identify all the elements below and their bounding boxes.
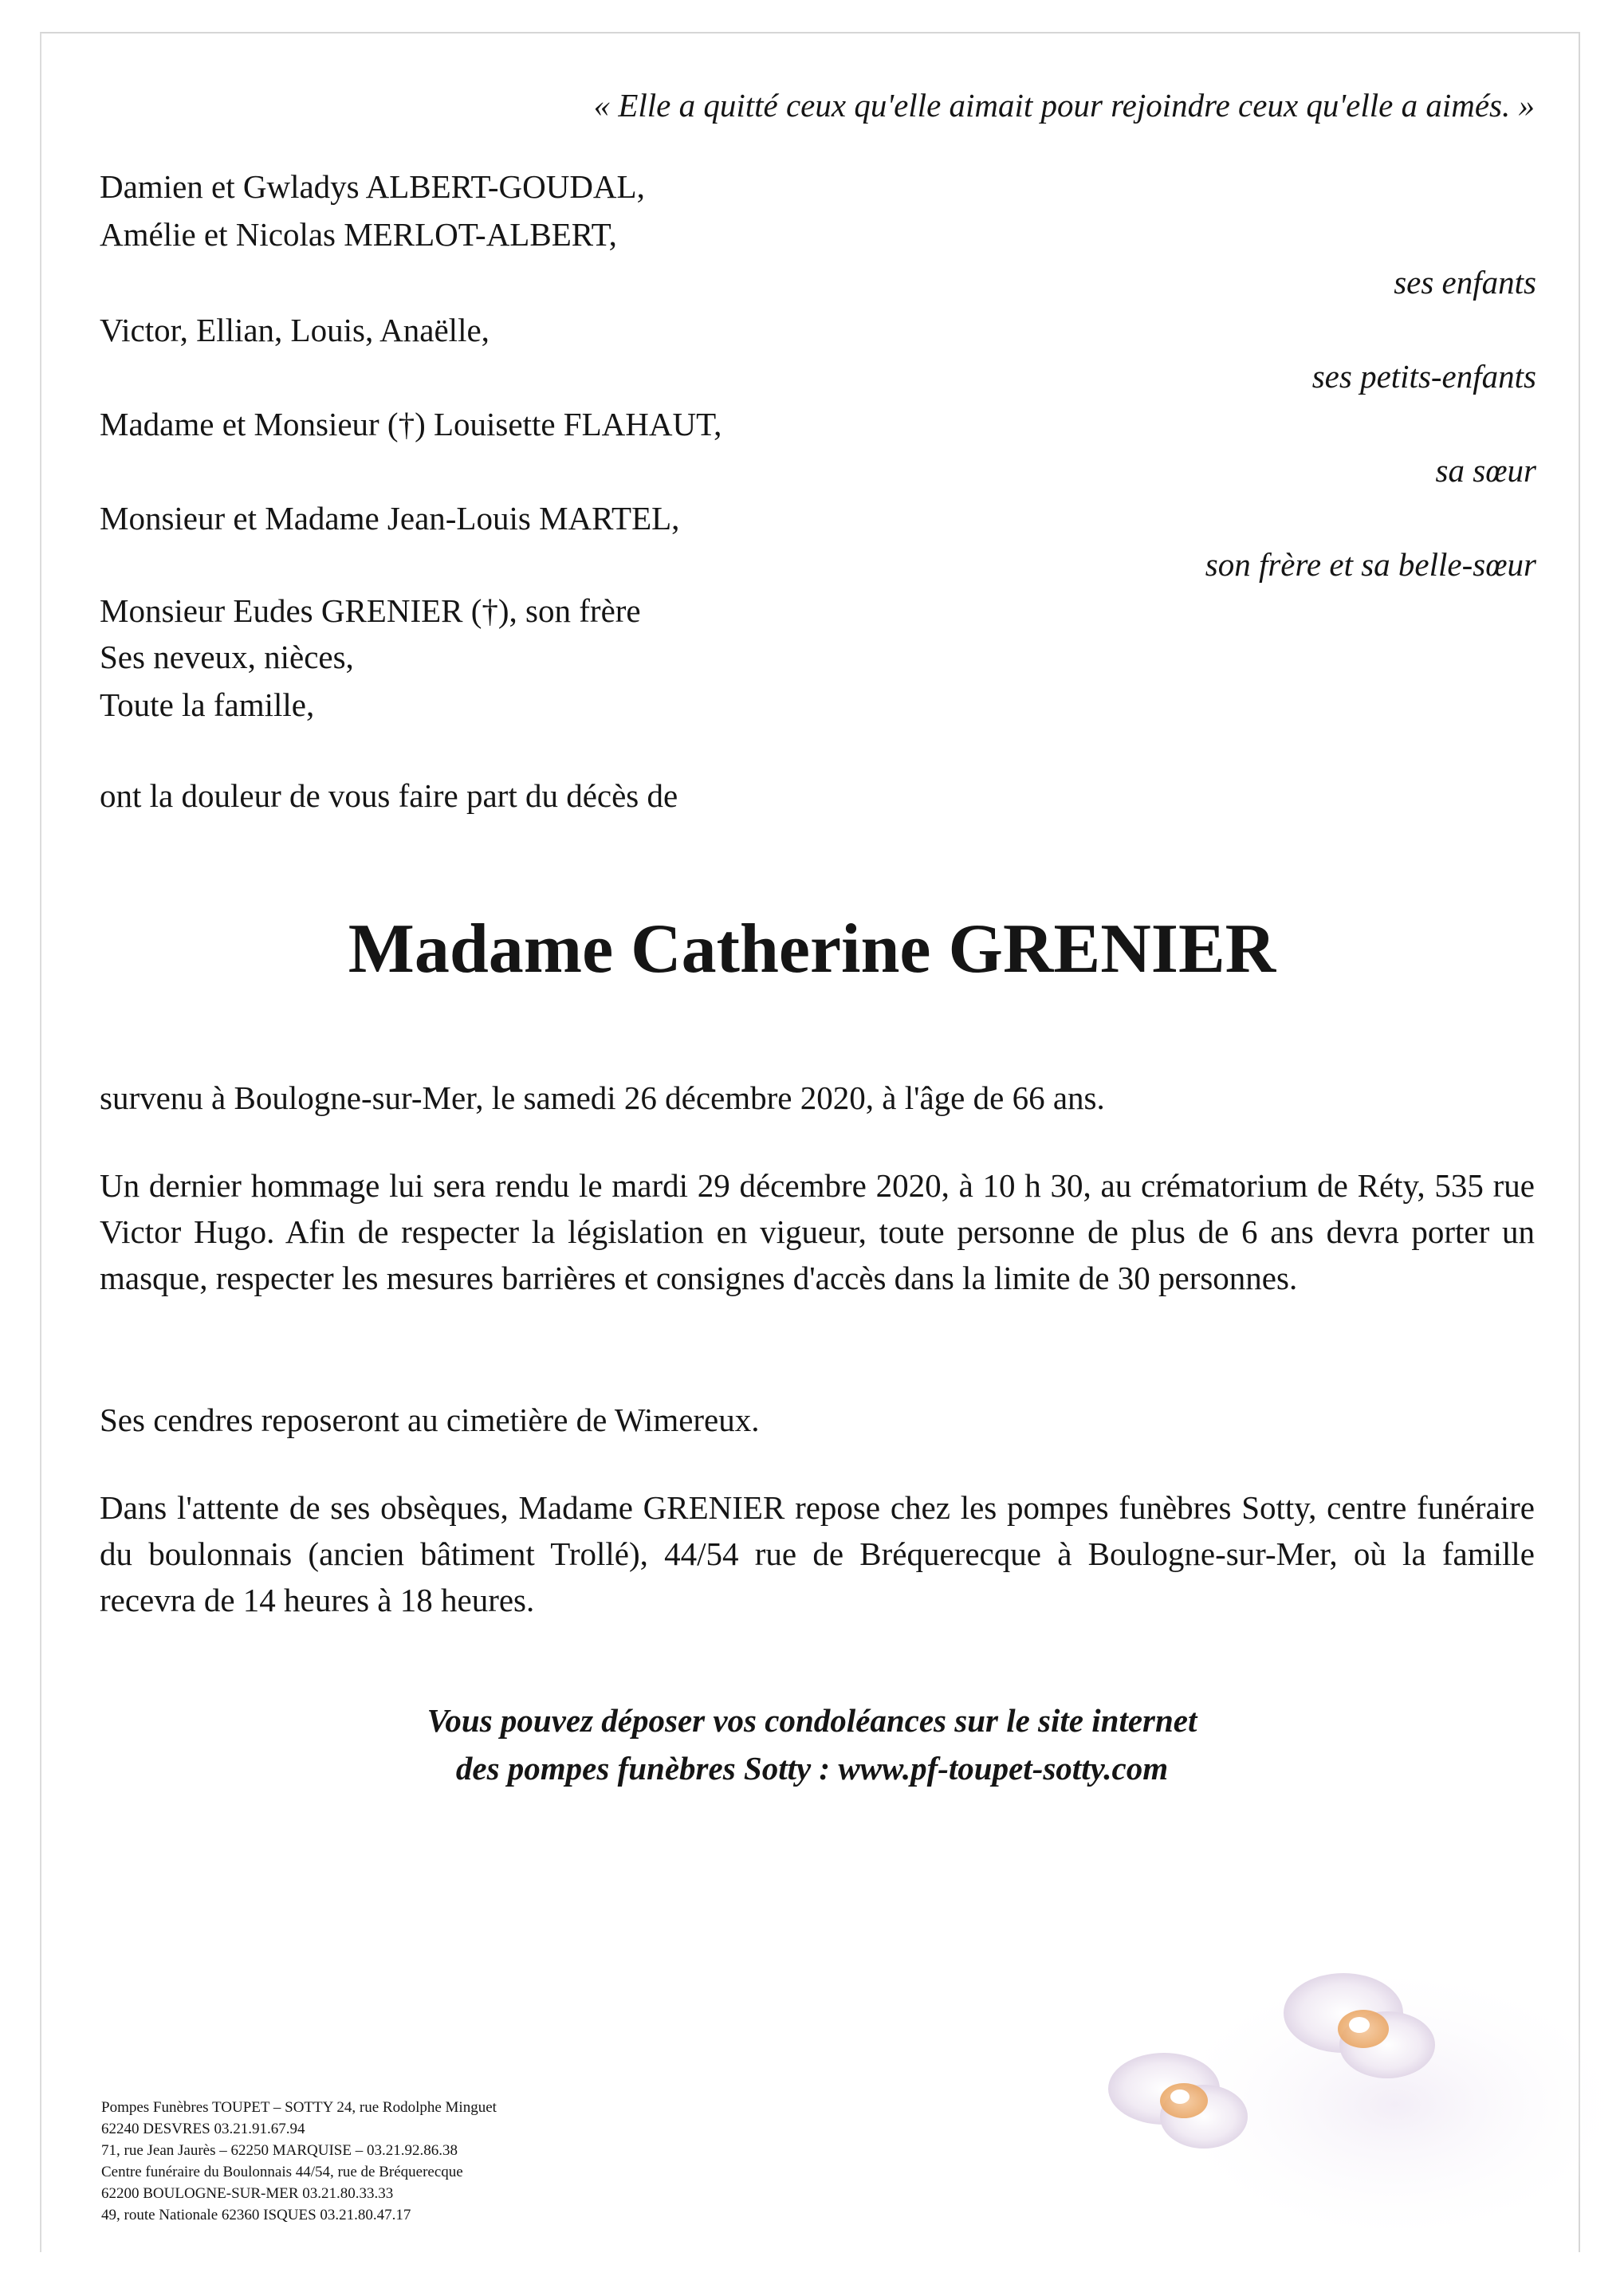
footer-line: Centre funéraire du Boulonnais 44/54, rue de Bréquerecque [101,2164,463,2180]
death-details: survenu à Boulogne-sur-Mer, le samedi 26 décembre 2020, à l'âge de 66 ans. [100,1079,1105,1116]
footer-line: 71, rue Jean Jaurès – 62250 MARQUISE – 03.21.92.86.38 [101,2142,458,2159]
family-line: Monsieur Eudes GRENIER (†), son frère [100,592,641,629]
condolences-line: Vous pouvez déposer vos condoléances sur le site internet [427,1702,1197,1739]
announcement-text: ont la douleur de vous faire part du décès de [100,777,678,814]
footer-line: 62240 DESVRES 03.21.91.67.94 [101,2121,305,2137]
condolences-line: des pompes funèbres Sotty : www.pf-toupet-sotty.com [455,1750,1169,1787]
deceased-name: Madame Catherine GRENIER [348,910,1276,988]
family-line: Amélie et Nicolas MERLOT-ALBERT, [100,216,617,253]
footer-line: 49, route Nationale 62360 ISQUES 03.21.80.47.17 [101,2207,411,2223]
family-line: Victor, Ellian, Louis, Anaëlle, [100,312,490,348]
ashes-details: Ses cendres reposeront au cimetière de Wimereux. [100,1402,760,1438]
family-line: Toute la famille, [100,686,315,723]
footer-line: Pompes Funèbres TOUPET – SOTTY 24, rue Rodolphe Minguet [101,2099,497,2116]
relation-label: sa sœur [1435,452,1536,489]
family-line: Ses neveux, nièces, [100,639,354,675]
footer-line: 62200 BOULOGNE-SUR-MER 03.21.80.33.33 [101,2185,394,2202]
family-line: Monsieur et Madame Jean-Louis MARTEL, [100,500,680,537]
funeral-home-footer [101,2097,497,2226]
relation-label: ses petits-enfants [1311,358,1536,395]
orchid-decoration-icon [1060,1945,1618,2256]
relation-label: son frère et sa belle-sœur [1205,546,1536,583]
visitation-details: Dans l'attente de ses obsèques, Madame GRENIER repose chez les pompes funèbres Sotty, centre funéraire du boulonnais (ancien bâtiment Trollé), 44/54 rue de Bréquerecque à Boulogne-sur-Mer, où la famille recevra de 14 heures à 18 heures. [100,1489,1535,1618]
relation-label: ses enfants [1394,264,1536,301]
family-line: Madame et Monsieur (†) Louisette FLAHAUT, [100,406,722,442]
family-line: Damien et Gwladys ALBERT-GOUDAL, [100,168,645,205]
epigraph-quote: « Elle a quitté ceux qu'elle aimait pour rejoindre ceux qu'elle a aimés. » [593,87,1535,124]
ceremony-details: Un dernier hommage lui sera rendu le mardi 29 décembre 2020, à 10 h 30, au crématorium de Réty, 535 rue Victor Hugo. Afin de respecter la législation en vigueur, toute personne de plus de 6 ans devra porter un masque, respecter les mesures barrières et consignes d'accès dans la limite de 30 personnes. [100,1167,1535,1296]
